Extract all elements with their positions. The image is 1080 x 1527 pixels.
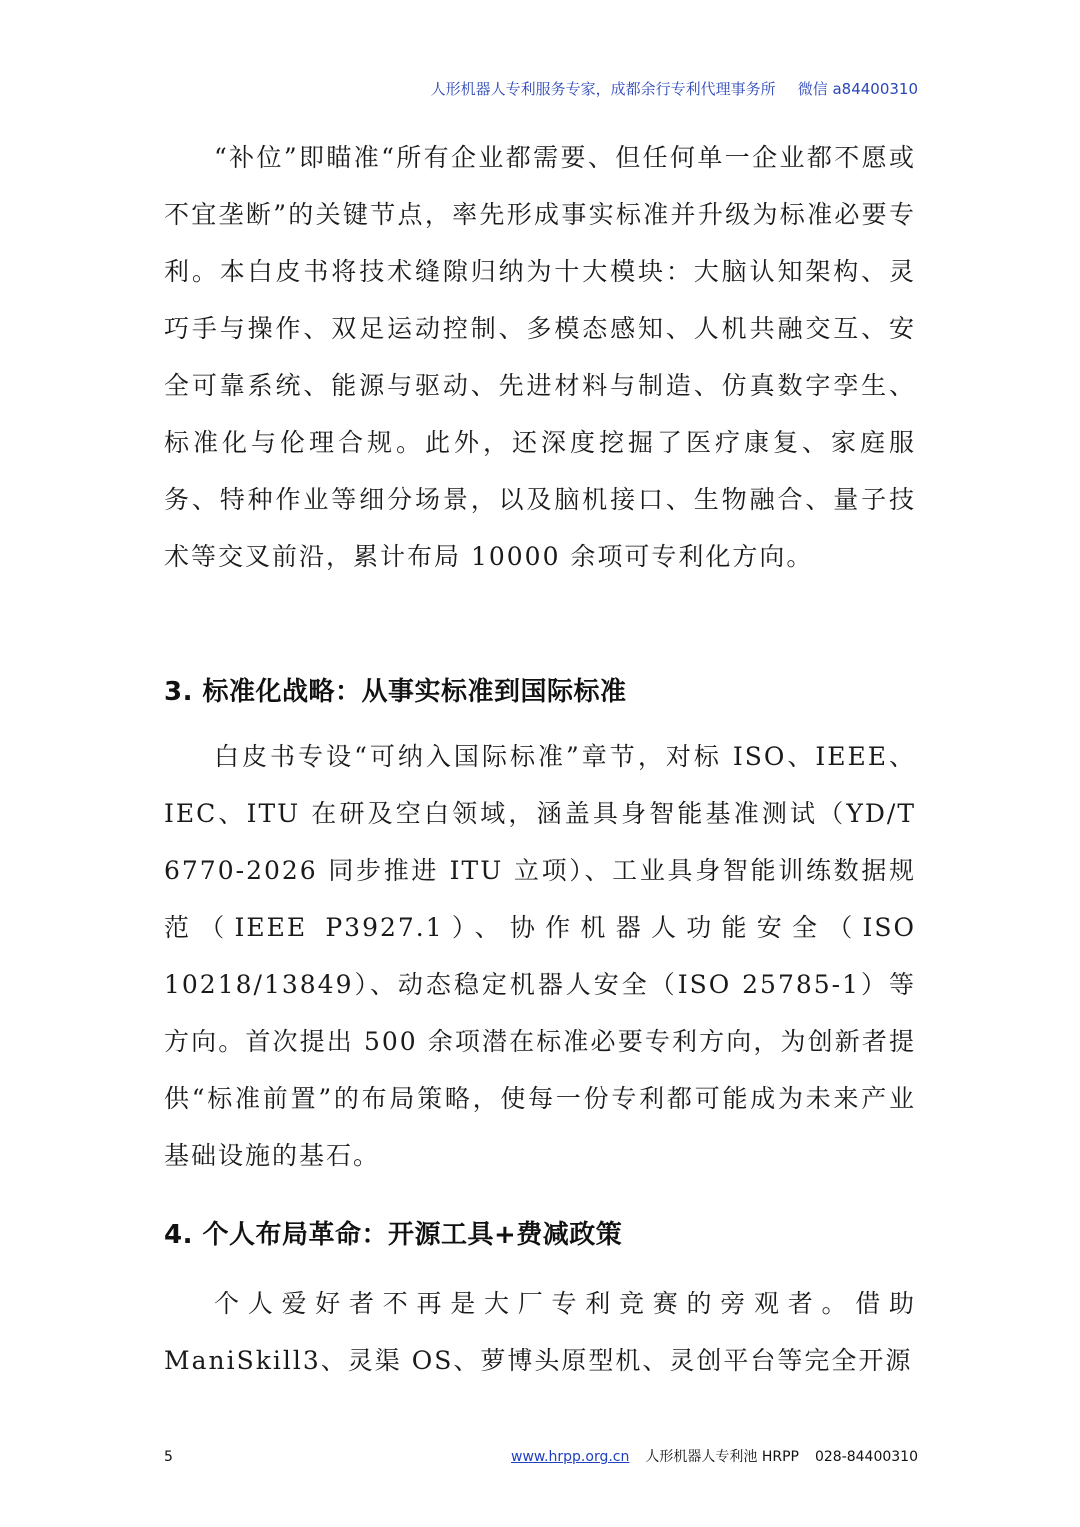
section-heading-standardization: 3. 标准化战略：从事实标准到国际标准 <box>164 677 627 707</box>
page-header <box>160 78 918 100</box>
paragraph-standardization: 白皮书专设“可纳入国际标准”章节，对标 ISO、IEEE、IEC、ITU 在研及空白领域，涵盖具身智能基准测试（YD/T 6770-2026 同步推进 ITU 立项）、工业具身智能训练数据规范（IEEE P3927.1）、协作机器人功能安全（ISO 10218/13849）、动态稳定机器人安全（ISO 25785-1）等方向。首次提出 500 余项潜在标准必要专利方向，为创新者提供“标准前置”的布局策略，使每一份专利都可能成为未来产业基础设施的基石。 <box>164 742 916 1170</box>
footer-org: 人形机器人专利池 HRPP <box>645 1449 799 1465</box>
footer-phone: 028-84400310 <box>814 1449 918 1465</box>
header-wechat: 微信 a84400310 <box>797 80 918 98</box>
page-number: 5 <box>164 1449 173 1465</box>
footer-info <box>511 1445 918 1469</box>
section-heading-personal-revolution: 4. 个人布局革命：开源工具+费减政策 <box>164 1220 623 1250</box>
paragraph-patch-strategy: “补位”即瞄准“所有企业都需要、但任何单一企业都不愿或不宜垄断”的关键节点，率先形成事实标准并升级为标准必要专利。本白皮书将技术缝隙归纳为十大模块：大脑认知架构、灵巧手与操作、双足运动控制、多模态感知、人机共融交互、安全可靠系统、能源与驱动、先进材料与制造、仿真数字孪生、标准化与伦理合规。此外，还深度挖掘了医疗康复、家庭服务、特种作业等细分场景，以及脑机接口、生物融合、量子技术等交叉前沿，累计布局 10000 余项可专利化方向。 <box>164 143 916 571</box>
header-title: 人形机器人专利服务专家，成都余行专利代理事务所 <box>430 80 776 98</box>
website-link[interactable]: www.hrpp.org.cn <box>511 1449 630 1465</box>
paragraph-personal-revolution: 个人爱好者不再是大厂专利竞赛的旁观者。借助 ManiSkill3、灵渠 OS、萝博头原型机、灵创平台等完全开源 <box>164 1289 916 1375</box>
page-footer <box>160 1445 918 1469</box>
